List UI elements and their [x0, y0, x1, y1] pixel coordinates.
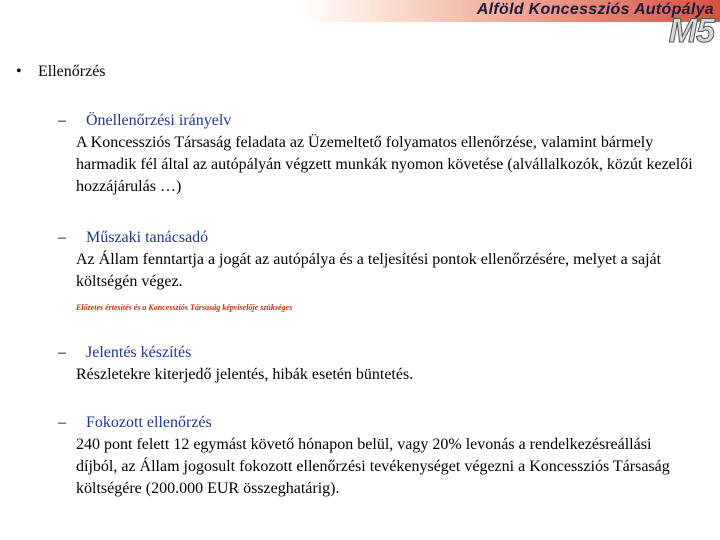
- section-text: Részletekre kiterjedő jelentés, hibák esetén büntetés.: [76, 366, 414, 383]
- section-self-inspection: [58, 110, 696, 198]
- section-reporting: [58, 342, 696, 386]
- m5-logo: M5: [668, 12, 714, 50]
- section-enhanced-inspection: [58, 412, 696, 500]
- company-logo-text: Alföld Koncessziós Autópálya: [476, 1, 714, 18]
- dash-marker: –: [58, 344, 66, 361]
- section-title: Műszaki tanácsadó: [86, 229, 209, 246]
- header-banner: [300, 0, 720, 22]
- slide-heading: Ellenőrzés: [38, 63, 106, 80]
- section-text: 240 pont felett 12 egymást követő hónapon belül, vagy 20% levonás a rendelkezésreállási díjból, az Állam jogosult fokozott ellenőrzési tevékenységet végezni a Koncessziós Társaság költségére (200.000 EUR összeghatárig).: [76, 436, 670, 497]
- bullet-dot: •: [16, 63, 22, 80]
- main-bullet: [16, 63, 106, 81]
- section-technical-advisor: [58, 227, 696, 293]
- dash-marker: –: [58, 414, 66, 431]
- section-title: Jelentés készítés: [86, 344, 192, 361]
- dash-marker: –: [58, 229, 66, 246]
- section-title: Önellenőrzési irányelv: [86, 112, 232, 129]
- section-text: A Koncessziós Társaság feladata az Üzemeltető folyamatos ellenőrzése, valamint bármely harmadik fél által az autópályán végzett munkák nyomon követése (alvállalkozók, közút kezelői hozzájárulás …): [76, 134, 693, 195]
- section-text: Az Állam fenntartja a jogát az autópálya és a teljesítési pontok ellenőrzésére, melyet a saját költségén végez.: [76, 251, 662, 290]
- section-footnote: Előzetes értesítés és a Koncessziós Társaság képviselője szükséges: [76, 303, 293, 312]
- section-title: Fokozott ellenőrzés: [86, 414, 212, 431]
- dash-marker: –: [58, 112, 66, 129]
